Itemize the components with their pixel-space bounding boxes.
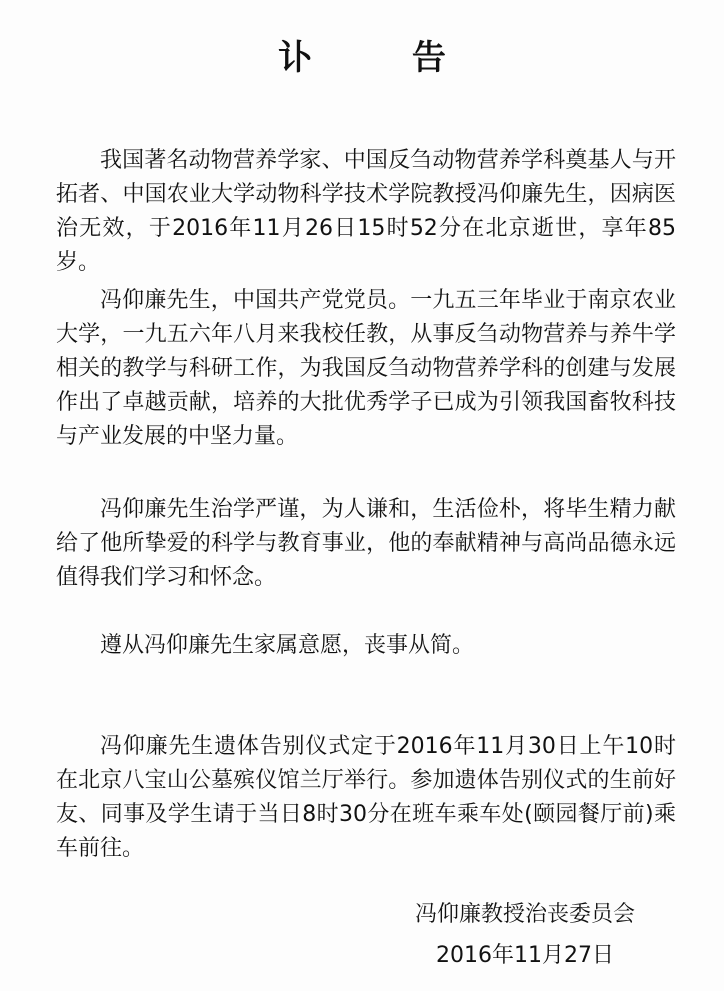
paragraph-tribute: 冯仰廉先生治学严谨，为人谦和，生活俭朴，将毕生精力献给了他所挚爱的科学与教育事业，他的奉献精神与高尚品德永远值得我们学习和怀念。 [56, 497, 676, 590]
paragraph-announcement: 我国著名动物营养学家、中国反刍动物营养学科奠基人与开拓者、中国农业大学动物科学技术学院教授冯仰廉先生，因病医治无效，于2016年11月26日15时52分在北京逝世，享年85岁。 [56, 148, 676, 275]
paragraph-biography: 冯仰廉先生，中国共产党党员。一九五三年毕业于南京农业大学，一九五六年八月来我校任教，从事反刍动物营养与养牛学相关的教学与科研工作，为我国反刍动物营养学科的创建与发展作出了卓越贡献，培养的大批优秀学子已成为引领我国畜牧科技与产业发展的中坚力量。 [56, 288, 676, 449]
paragraph-farewell-ceremony: 冯仰廉先生遗体告别仪式定于2016年11月30日上午10时在北京八宝山公墓殡仪馆兰厅举行。参加遗体告别仪式的生前好友、同事及学生请于当日8时30分在班车乘车处(颐园餐厅前)乘车前往。 [56, 734, 676, 861]
document-title: 讣 告 [278, 38, 490, 78]
signature-date: 2016年11月27日 [436, 943, 614, 968]
paragraph-funeral-wish: 遵从冯仰廉先生家属意愿，丧事从简。 [100, 633, 475, 658]
signature-organization: 冯仰廉教授治丧委员会 [414, 902, 635, 927]
